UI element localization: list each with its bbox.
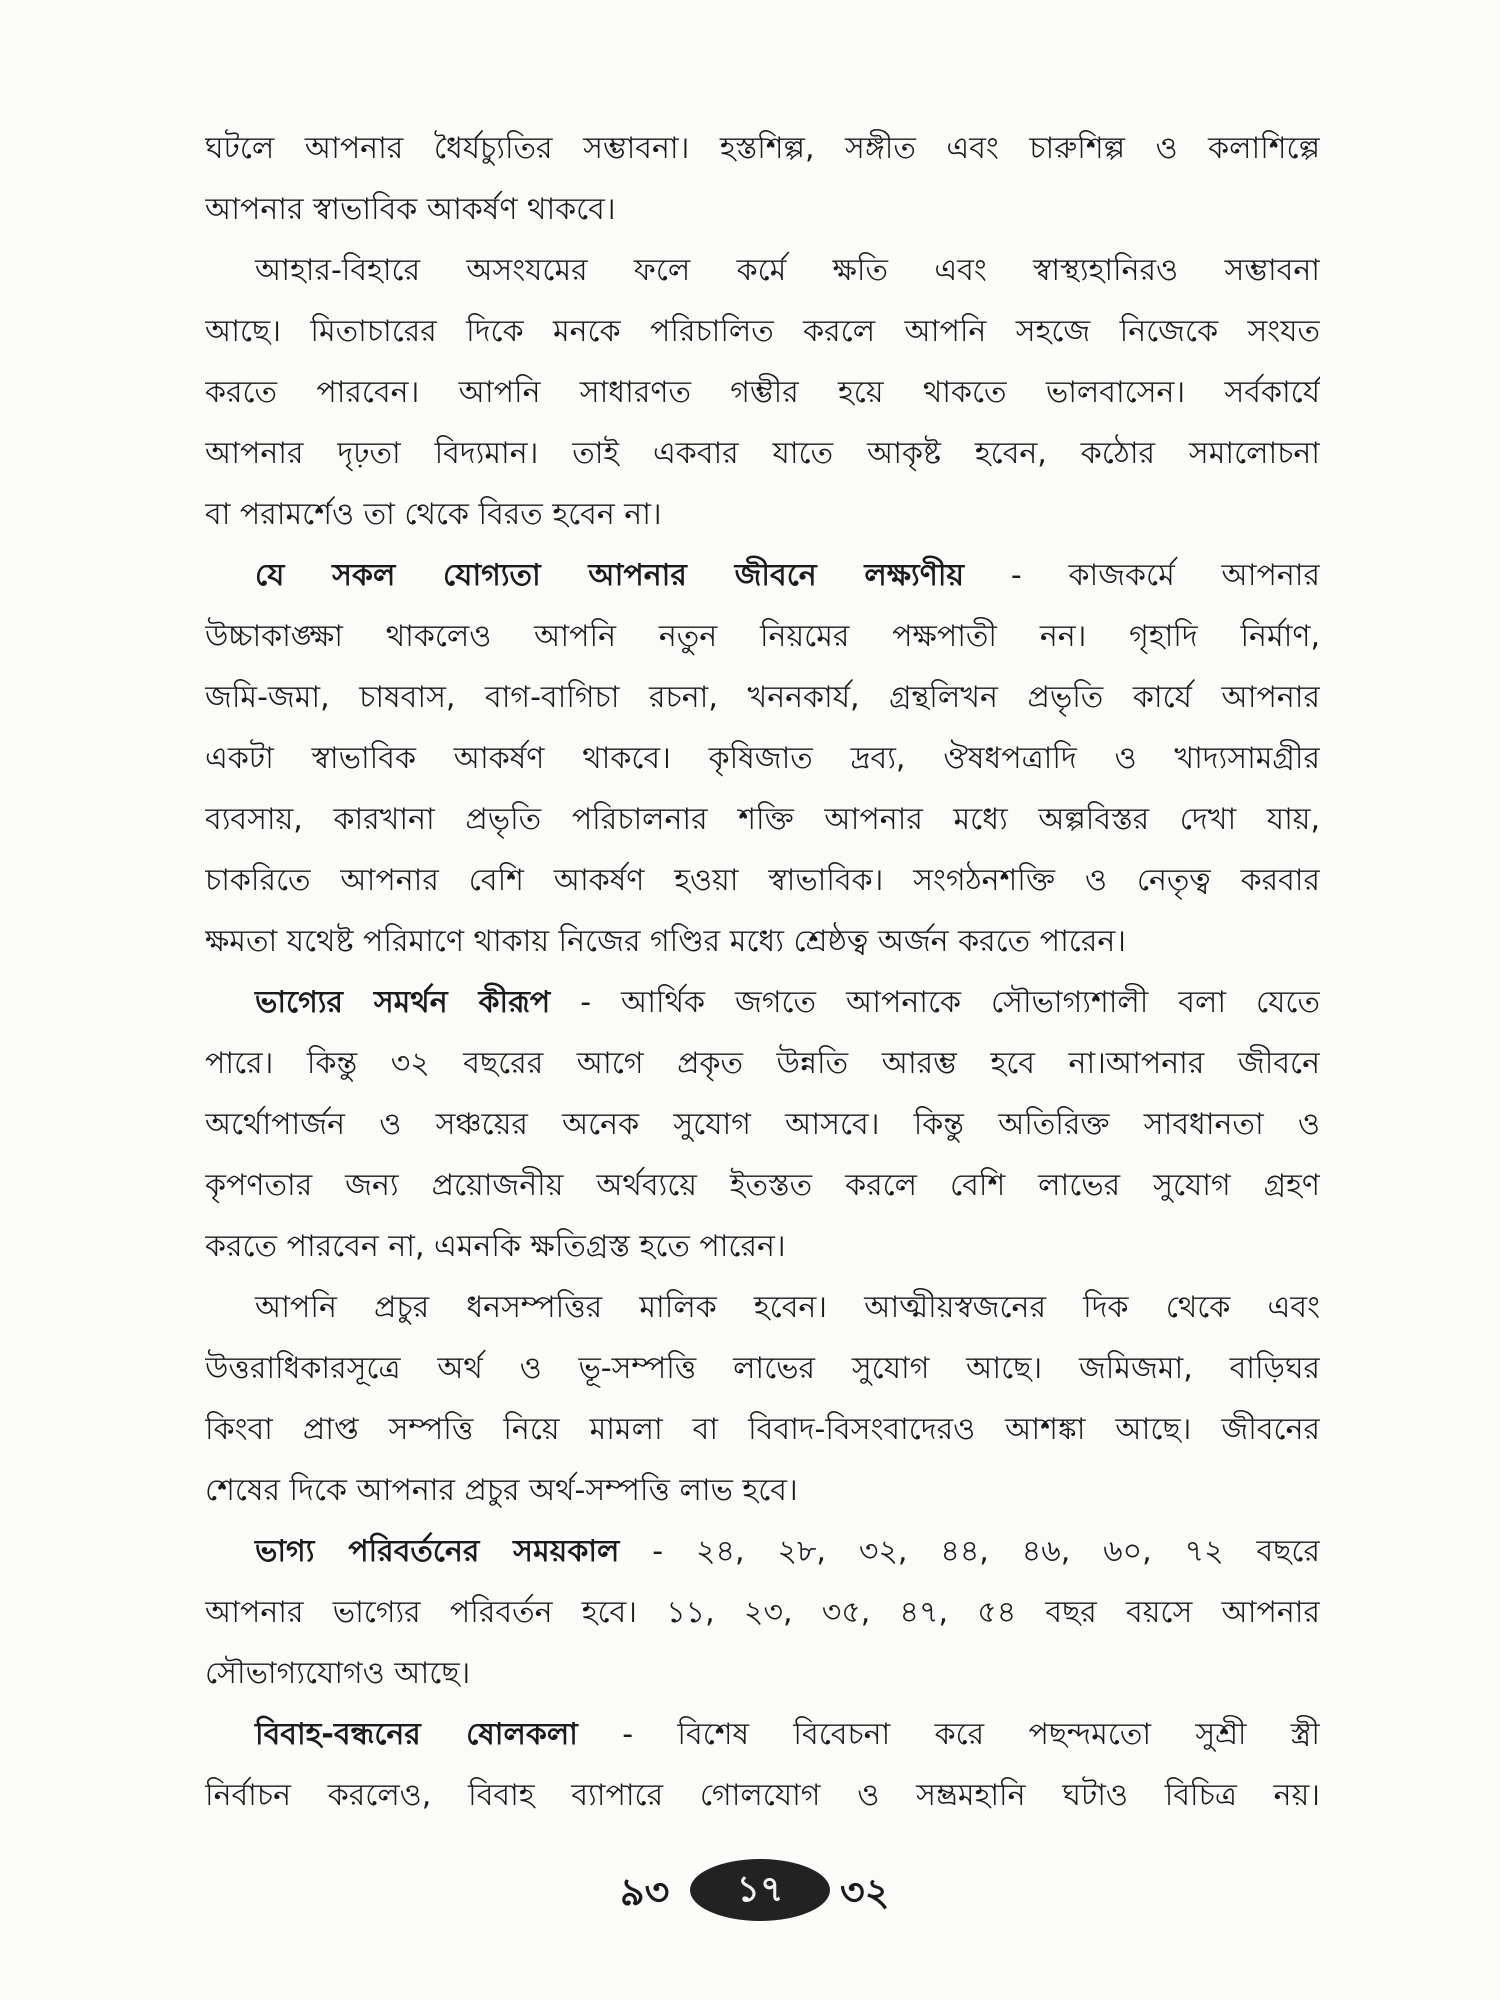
text-line: সৌভাগ্যযোগও আছে।	[205, 1656, 471, 1691]
text-line: কৃপণতার জন্য প্রয়োজনীয় অর্থব্যয়ে ইতস্তত করলে বেশি লাভের সুযোগ গ্রহণ	[205, 1168, 1320, 1203]
text-line: চাকরিতে আপনার বেশি আকর্ষণ হওয়া স্বাভাবিক। সংগঠনশক্তি ও নেতৃত্ব করবার	[205, 863, 1320, 898]
text-line: পারে। কিন্তু ৩২ বছরের আগে প্রকৃত উন্নতি আরম্ভ হবে না।আপনার জীবনে	[205, 1046, 1320, 1081]
left-ornament: ৯৩	[620, 1869, 670, 1914]
text-run: - কাজকর্মে আপনার	[964, 558, 1320, 593]
text-line: আপনার স্বাভাবিক আকর্ষণ থাকবে।	[205, 192, 616, 227]
text-line: নির্বাচন করলেও, বিবাহ ব্যাপারে গোলযোগ ও সম্ভ্রমহানি ঘটাও বিচিত্র নয়।	[205, 1778, 1320, 1813]
right-ornament: ৩২	[840, 1869, 890, 1914]
text-line: একটা স্বাভাবিক আকর্ষণ থাকবে। কৃষিজাত দ্রব্য, ঔষধপত্রাদি ও খাদ্যসামগ্রীর	[205, 741, 1320, 776]
text-run: - ২৪, ২৮, ৩২, ৪৪, ৪৬, ৬০, ৭২ বছরে	[619, 1534, 1320, 1569]
text-line	[205, 972, 1320, 1033]
text-line: শেষের দিকে আপনার প্রচুর অর্থ-সম্পত্তি লাভ হবে।	[205, 1473, 798, 1508]
text-line: জমি-জমা, চাষবাস, বাগ-বাগিচা রচনা, খননকার্য, গ্রন্থলিখন প্রভৃতি কার্যে আপনার	[205, 680, 1320, 715]
paragraph	[205, 118, 1320, 240]
page-number: ১৭	[690, 1859, 830, 1921]
text-line: ব্যবসায়, কারখানা প্রভৃতি পরিচালনার শক্তি আপনার মধ্যে অল্পবিস্তর দেখা যায়,	[205, 802, 1320, 837]
text-line: উত্তরাধিকারসূত্রে অর্থ ও ভূ-সম্পত্তি লাভের সুযোগ আছে। জমিজমা, বাড়িঘর	[205, 1351, 1320, 1386]
text-line: আছে। মিতাচারের দিকে মনকে পরিচালিত করলে আপনি সহজে নিজেকে সংযত	[205, 314, 1320, 349]
text-line: করতে পারবেন। আপনি সাধারণত গম্ভীর হয়ে থাকতে ভালবাসেন। সর্বকার্যে	[205, 375, 1320, 410]
text-line: কিংবা প্রাপ্ত সম্পত্তি নিয়ে মামলা বা বিবাদ-বিসংবাদেরও আশঙ্কা আছে। জীবনের	[205, 1412, 1320, 1447]
paragraph	[205, 240, 1320, 545]
text-line: আপনার ভাগ্যের পরিবর্তন হবে। ১১, ২৩, ৩৫, ৪৭, ৫৪ বছর বয়সে আপনার	[205, 1595, 1320, 1630]
text-line	[205, 1521, 1320, 1582]
text-line	[205, 1704, 1320, 1765]
section-heading: বিবাহ-বন্ধনের ষোলকলা	[255, 1717, 578, 1752]
text-line: আপনার দৃঢ়তা বিদ্যমান। তাই একবার যাতে আকৃষ্ট হবেন, কঠোর সমালোচনা	[205, 436, 1320, 471]
paragraph	[205, 1704, 1320, 1826]
page-footer	[0, 1857, 1500, 1927]
paragraph	[205, 545, 1320, 972]
section-heading: ভাগ্য পরিবর্তনের সময়কাল	[255, 1534, 620, 1569]
text-line: বা পরামর্শেও তা থেকে বিরত হবেন না।	[205, 497, 662, 532]
paragraph	[205, 1521, 1320, 1704]
text-line: উচ্চাকাঙ্ক্ষা থাকলেও আপনি নতুন নিয়মের পক্ষপাতী নন। গৃহাদি নির্মাণ,	[205, 619, 1320, 654]
paragraph	[205, 1277, 1320, 1521]
text-line: করতে পারবেন না, এমনকি ক্ষতিগ্রস্ত হতে পারেন।	[205, 1229, 786, 1264]
text-line: আপনি প্রচুর ধনসম্পত্তির মালিক হবেন। আত্মীয়স্বজনের দিক থেকে এবং	[255, 1290, 1320, 1325]
page-body	[205, 118, 1320, 1826]
text-line	[205, 545, 1320, 606]
text-line: অর্থোপার্জন ও সঞ্চয়ের অনেক সুযোগ আসবে। কিন্তু অতিরিক্ত সাবধানতা ও	[205, 1107, 1320, 1142]
section-heading: যে সকল যোগ্যতা আপনার জীবনে লক্ষ্যণীয়	[255, 558, 965, 593]
paragraph	[205, 972, 1320, 1277]
section-heading: ভাগ্যের সমর্থন কীরূপ	[255, 985, 551, 1020]
text-run: - আর্থিক জগতে আপনাকে সৌভাগ্যশালী বলা যেতে	[550, 985, 1320, 1020]
text-run: - বিশেষ বিবেচনা করে পছন্দমতো সুশ্রী স্ত্রী	[577, 1717, 1320, 1752]
text-line: আহার-বিহারে অসংযমের ফলে কর্মে ক্ষতি এবং স্বাস্থ্যহানিরও সম্ভাবনা	[255, 253, 1320, 288]
text-line: ক্ষমতা যথেষ্ট পরিমাণে থাকায় নিজের গণ্ডির মধ্যে শ্রেষ্ঠত্ব অর্জন করতে পারেন।	[205, 924, 1126, 959]
text-line: ঘটলে আপনার ধৈর্যচ্যুতির সম্ভাবনা। হস্তশিল্প, সঙ্গীত এবং চারুশিল্প ও কলাশিল্পে	[205, 131, 1320, 166]
